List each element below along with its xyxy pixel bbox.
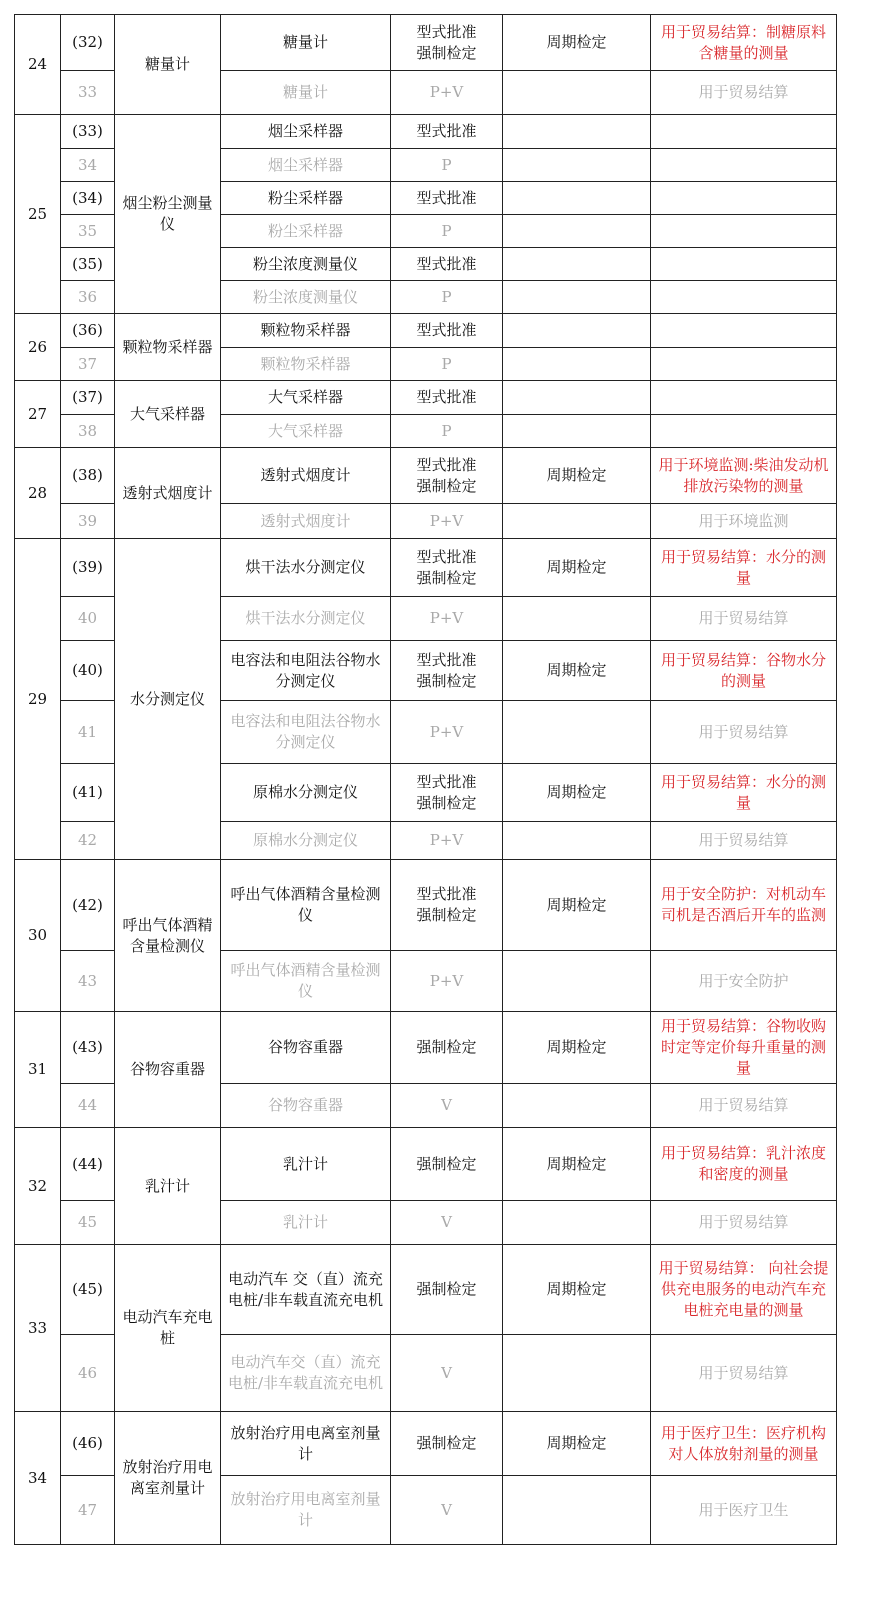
item-code-cell: 43 [61, 951, 115, 1012]
usage-remark-cell: 用于贸易结算：谷物收购时定等定价每升重量的测量 [651, 1012, 837, 1084]
management-mode-cell: 型式批准 强制检定 [391, 764, 503, 822]
instrument-name-cell: 电动汽车 交（直）流充电桩/非车载直流充电机 [221, 1245, 391, 1335]
item-code-cell: 47 [61, 1476, 115, 1545]
table-row [15, 448, 837, 504]
item-code-cell: (32) [61, 15, 115, 71]
management-mode-cell: P+V [391, 701, 503, 764]
usage-remark-cell [651, 415, 837, 448]
category-name-cell: 颗粒物采样器 [115, 314, 221, 381]
usage-remark-cell: 用于环境监测:柴油发动机排放污染物的测量 [651, 448, 837, 504]
item-code-cell: 38 [61, 415, 115, 448]
management-mode-cell: 强制检定 [391, 1128, 503, 1201]
group-number-cell: 27 [15, 381, 61, 448]
group-number-cell: 30 [15, 860, 61, 1012]
usage-remark-cell [651, 182, 837, 215]
group-number-cell: 34 [15, 1412, 61, 1545]
table-row [15, 314, 837, 348]
item-code-cell: (42) [61, 860, 115, 951]
instrument-name-cell: 透射式烟度计 [221, 448, 391, 504]
group-number-cell: 25 [15, 115, 61, 314]
item-code-cell: (36) [61, 314, 115, 348]
verification-form-cell [503, 314, 651, 348]
verification-form-cell: 周期检定 [503, 1128, 651, 1201]
group-number-cell: 24 [15, 15, 61, 115]
usage-remark-cell: 用于贸易结算：水分的测量 [651, 764, 837, 822]
verification-form-cell: 周期检定 [503, 1245, 651, 1335]
category-name-cell: 谷物容重器 [115, 1012, 221, 1128]
item-code-cell: 34 [61, 149, 115, 182]
verification-form-cell [503, 215, 651, 248]
item-code-cell: (44) [61, 1128, 115, 1201]
management-mode-cell: P [391, 281, 503, 314]
measuring-instrument-catalog-table [14, 14, 837, 1545]
verification-form-cell [503, 597, 651, 641]
management-mode-cell: V [391, 1335, 503, 1412]
verification-form-cell [503, 248, 651, 281]
instrument-name-cell: 电容法和电阻法谷物水分测定仪 [221, 641, 391, 701]
verification-form-cell [503, 182, 651, 215]
verification-form-cell: 周期检定 [503, 448, 651, 504]
table-row [15, 15, 837, 71]
usage-remark-cell [651, 381, 837, 415]
instrument-name-cell: 粉尘采样器 [221, 215, 391, 248]
group-number-cell: 33 [15, 1245, 61, 1412]
management-mode-cell: P [391, 415, 503, 448]
verification-form-cell [503, 822, 651, 860]
item-code-cell: (45) [61, 1245, 115, 1335]
usage-remark-cell: 用于安全防护：对机动车司机是否酒后开车的监测 [651, 860, 837, 951]
verification-form-cell [503, 149, 651, 182]
instrument-name-cell: 烟尘采样器 [221, 115, 391, 149]
usage-remark-cell [651, 281, 837, 314]
verification-form-cell [503, 701, 651, 764]
verification-form-cell [503, 71, 651, 115]
management-mode-cell: P+V [391, 597, 503, 641]
usage-remark-cell: 用于贸易结算 [651, 1335, 837, 1412]
instrument-name-cell: 谷物容重器 [221, 1012, 391, 1084]
item-code-cell: 42 [61, 822, 115, 860]
item-code-cell: (43) [61, 1012, 115, 1084]
usage-remark-cell [651, 149, 837, 182]
item-code-cell: (37) [61, 381, 115, 415]
instrument-name-cell: 烟尘采样器 [221, 149, 391, 182]
usage-remark-cell: 用于贸易结算：水分的测量 [651, 539, 837, 597]
instrument-name-cell: 透射式烟度计 [221, 504, 391, 539]
management-mode-cell: 型式批准 [391, 115, 503, 149]
table-row [15, 381, 837, 415]
group-number-cell: 32 [15, 1128, 61, 1245]
management-mode-cell: 强制检定 [391, 1245, 503, 1335]
category-name-cell: 烟尘粉尘测量仪 [115, 115, 221, 314]
table-row [15, 1012, 837, 1084]
management-mode-cell: 型式批准 强制检定 [391, 641, 503, 701]
table-row [15, 1245, 837, 1335]
verification-form-cell: 周期检定 [503, 539, 651, 597]
group-number-cell: 26 [15, 314, 61, 381]
management-mode-cell: P+V [391, 822, 503, 860]
usage-remark-cell: 用于贸易结算 [651, 1084, 837, 1128]
instrument-name-cell: 呼出气体酒精含量检测仪 [221, 951, 391, 1012]
item-code-cell: 46 [61, 1335, 115, 1412]
table-row [15, 1128, 837, 1201]
management-mode-cell: 型式批准 强制检定 [391, 448, 503, 504]
instrument-name-cell: 放射治疗用电离室剂量计 [221, 1476, 391, 1545]
group-number-cell: 28 [15, 448, 61, 539]
usage-remark-cell: 用于贸易结算 [651, 597, 837, 641]
instrument-name-cell: 原棉水分测定仪 [221, 764, 391, 822]
verification-form-cell [503, 415, 651, 448]
verification-form-cell [503, 381, 651, 415]
instrument-name-cell: 颗粒物采样器 [221, 348, 391, 381]
management-mode-cell: P [391, 348, 503, 381]
table-row [15, 115, 837, 149]
usage-remark-cell: 用于安全防护 [651, 951, 837, 1012]
verification-form-cell: 周期检定 [503, 1012, 651, 1084]
catalog-sheet [14, 14, 837, 1545]
table-row [15, 539, 837, 597]
instrument-name-cell: 烘干法水分测定仪 [221, 597, 391, 641]
instrument-name-cell: 烘干法水分测定仪 [221, 539, 391, 597]
instrument-name-cell: 大气采样器 [221, 415, 391, 448]
item-code-cell: (39) [61, 539, 115, 597]
instrument-name-cell: 电容法和电阻法谷物水分测定仪 [221, 701, 391, 764]
item-code-cell: (38) [61, 448, 115, 504]
instrument-name-cell: 谷物容重器 [221, 1084, 391, 1128]
usage-remark-cell: 用于贸易结算 [651, 71, 837, 115]
usage-remark-cell [651, 115, 837, 149]
item-code-cell: 37 [61, 348, 115, 381]
instrument-name-cell: 乳汁计 [221, 1128, 391, 1201]
management-mode-cell: P+V [391, 951, 503, 1012]
category-name-cell: 大气采样器 [115, 381, 221, 448]
verification-form-cell: 周期检定 [503, 1412, 651, 1476]
usage-remark-cell: 用于贸易结算：谷物水分的测量 [651, 641, 837, 701]
management-mode-cell: 型式批准 [391, 182, 503, 215]
management-mode-cell: P [391, 149, 503, 182]
management-mode-cell: 型式批准 [391, 381, 503, 415]
usage-remark-cell: 用于贸易结算 [651, 1201, 837, 1245]
verification-form-cell [503, 1476, 651, 1545]
item-code-cell: 44 [61, 1084, 115, 1128]
usage-remark-cell: 用于医疗卫生：医疗机构对人体放射剂量的测量 [651, 1412, 837, 1476]
category-name-cell: 电动汽车充电桩 [115, 1245, 221, 1412]
usage-remark-cell: 用于医疗卫生 [651, 1476, 837, 1545]
management-mode-cell: 型式批准 [391, 248, 503, 281]
category-name-cell: 乳汁计 [115, 1128, 221, 1245]
instrument-name-cell: 呼出气体酒精含量检测仪 [221, 860, 391, 951]
management-mode-cell: V [391, 1476, 503, 1545]
verification-form-cell: 周期检定 [503, 764, 651, 822]
verification-form-cell [503, 951, 651, 1012]
verification-form-cell: 周期检定 [503, 641, 651, 701]
instrument-name-cell: 电动汽车交（直）流充电桩/非车载直流充电机 [221, 1335, 391, 1412]
category-name-cell: 透射式烟度计 [115, 448, 221, 539]
instrument-name-cell: 颗粒物采样器 [221, 314, 391, 348]
management-mode-cell: P+V [391, 71, 503, 115]
item-code-cell: (33) [61, 115, 115, 149]
item-code-cell: 45 [61, 1201, 115, 1245]
management-mode-cell: V [391, 1084, 503, 1128]
usage-remark-cell: 用于贸易结算 [651, 822, 837, 860]
item-code-cell: (46) [61, 1412, 115, 1476]
item-code-cell: 36 [61, 281, 115, 314]
table-row [15, 1412, 837, 1476]
usage-remark-cell [651, 314, 837, 348]
usage-remark-cell [651, 215, 837, 248]
item-code-cell: 35 [61, 215, 115, 248]
management-mode-cell: 强制检定 [391, 1012, 503, 1084]
item-code-cell: (41) [61, 764, 115, 822]
usage-remark-cell: 用于贸易结算 [651, 701, 837, 764]
instrument-name-cell: 乳汁计 [221, 1201, 391, 1245]
management-mode-cell: V [391, 1201, 503, 1245]
management-mode-cell: 强制检定 [391, 1412, 503, 1476]
item-code-cell: 41 [61, 701, 115, 764]
table-row [15, 860, 837, 951]
instrument-name-cell: 粉尘浓度测量仪 [221, 248, 391, 281]
category-name-cell: 糖量计 [115, 15, 221, 115]
verification-form-cell: 周期检定 [503, 15, 651, 71]
instrument-name-cell: 糖量计 [221, 15, 391, 71]
management-mode-cell: 型式批准 [391, 314, 503, 348]
usage-remark-cell [651, 348, 837, 381]
management-mode-cell: 型式批准 强制检定 [391, 860, 503, 951]
management-mode-cell: P+V [391, 504, 503, 539]
category-name-cell: 呼出气体酒精含量检测仪 [115, 860, 221, 1012]
instrument-name-cell: 糖量计 [221, 71, 391, 115]
management-mode-cell: 型式批准 强制检定 [391, 539, 503, 597]
usage-remark-cell: 用于贸易结算：制糖原料含糖量的测量 [651, 15, 837, 71]
instrument-name-cell: 粉尘采样器 [221, 182, 391, 215]
instrument-name-cell: 放射治疗用电离室剂量计 [221, 1412, 391, 1476]
item-code-cell: 40 [61, 597, 115, 641]
management-mode-cell: P [391, 215, 503, 248]
item-code-cell: (40) [61, 641, 115, 701]
usage-remark-cell: 用于环境监测 [651, 504, 837, 539]
group-number-cell: 31 [15, 1012, 61, 1128]
category-name-cell: 放射治疗用电离室剂量计 [115, 1412, 221, 1545]
item-code-cell: (34) [61, 182, 115, 215]
catalog-body [15, 15, 837, 1545]
verification-form-cell [503, 1201, 651, 1245]
group-number-cell: 29 [15, 539, 61, 860]
instrument-name-cell: 原棉水分测定仪 [221, 822, 391, 860]
usage-remark-cell [651, 248, 837, 281]
verification-form-cell [503, 1084, 651, 1128]
category-name-cell: 水分测定仪 [115, 539, 221, 860]
item-code-cell: 33 [61, 71, 115, 115]
verification-form-cell [503, 348, 651, 381]
verification-form-cell [503, 1335, 651, 1412]
usage-remark-cell: 用于贸易结算： 向社会提供充电服务的电动汽车充电桩充电量的测量 [651, 1245, 837, 1335]
item-code-cell: (35) [61, 248, 115, 281]
verification-form-cell [503, 281, 651, 314]
verification-form-cell [503, 115, 651, 149]
management-mode-cell: 型式批准 强制检定 [391, 15, 503, 71]
verification-form-cell [503, 504, 651, 539]
instrument-name-cell: 粉尘浓度测量仪 [221, 281, 391, 314]
usage-remark-cell: 用于贸易结算：乳汁浓度和密度的测量 [651, 1128, 837, 1201]
item-code-cell: 39 [61, 504, 115, 539]
verification-form-cell: 周期检定 [503, 860, 651, 951]
instrument-name-cell: 大气采样器 [221, 381, 391, 415]
